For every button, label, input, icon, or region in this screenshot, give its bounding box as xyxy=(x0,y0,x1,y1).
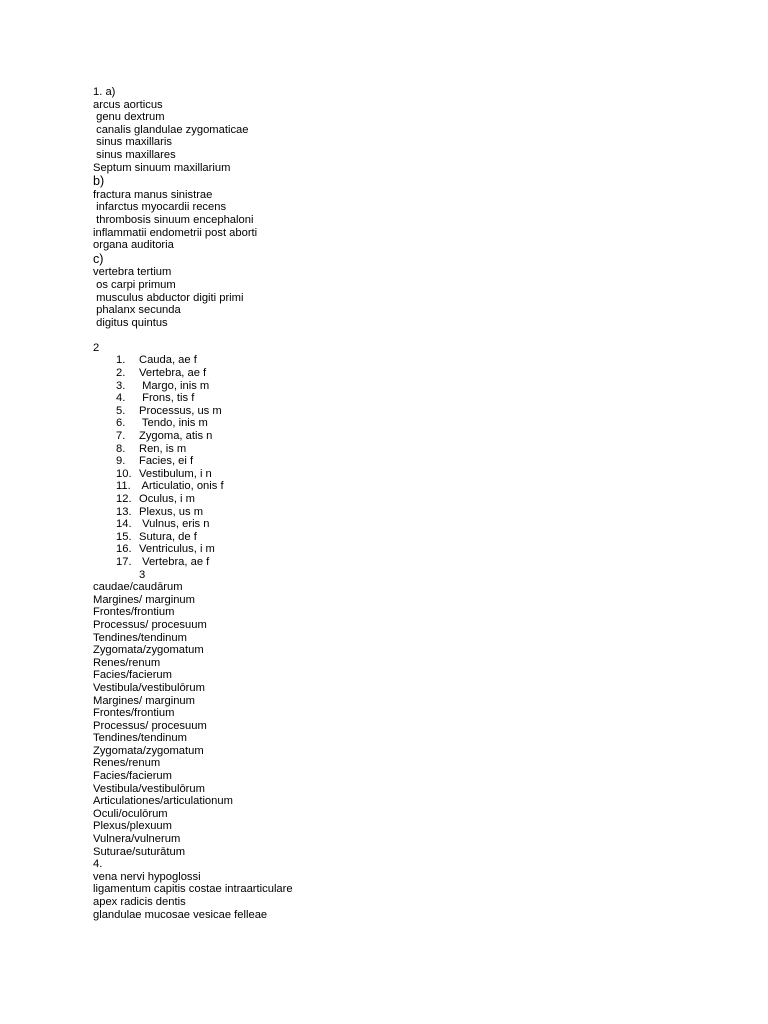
item-number: 3. xyxy=(116,379,126,392)
numbered-item xyxy=(93,430,733,443)
item-number: 1. xyxy=(116,354,126,367)
numbered-item xyxy=(93,380,733,393)
item-number: 17. xyxy=(116,555,132,568)
list-line: Renes/renum xyxy=(93,757,161,770)
numbered-item xyxy=(93,480,733,493)
section-2-numbered-list xyxy=(93,354,733,568)
list-line: Articulationes/articulationum xyxy=(93,795,233,808)
numbered-item xyxy=(93,543,733,556)
list-line: Frontes/frontium xyxy=(93,707,175,720)
section-3-list xyxy=(93,581,733,858)
item-number: 11. xyxy=(116,480,131,493)
item-text: Vertebra, ae f xyxy=(139,555,210,568)
list-line: Facies/facierum xyxy=(93,669,172,682)
numbered-item xyxy=(93,468,733,481)
list-line: Plexus/plexuum xyxy=(93,820,172,833)
item-number: 9. xyxy=(116,455,126,468)
list-line: fractura manus sinistrae xyxy=(93,188,213,201)
list-line: Zygomata/zygomatum xyxy=(93,744,204,757)
numbered-item xyxy=(93,443,733,456)
list-line: sinus maxillares xyxy=(93,148,176,161)
list-line: arcus aorticus xyxy=(93,98,163,111)
item-text: Zygoma, atis n xyxy=(139,430,213,443)
item-text: Processus, us m xyxy=(139,404,222,417)
list-line: musculus abductor digiti primi xyxy=(93,291,244,304)
item-number: 16. xyxy=(116,543,132,556)
section-1b-label: b) xyxy=(93,174,105,189)
list-line: digitus quintus xyxy=(93,316,168,329)
document-page xyxy=(93,86,733,921)
list-line: Vestibula/vestibulōrum xyxy=(93,681,205,694)
list-line: canalis glandulae zygomaticae xyxy=(93,123,249,136)
item-number: 7. xyxy=(116,430,126,443)
section-1c-list xyxy=(93,266,733,329)
numbered-item xyxy=(93,405,733,418)
item-number: 6. xyxy=(116,417,126,430)
section-1a-list xyxy=(93,99,733,175)
list-line: caudae/caudārum xyxy=(93,581,183,594)
list-line: Margines/ marginum xyxy=(93,694,195,707)
numbered-item xyxy=(93,354,733,367)
section-1c-label: c) xyxy=(93,251,104,266)
list-line: Tendines/tendinum xyxy=(93,631,187,644)
numbered-item xyxy=(93,367,733,380)
item-text: Margo, inis m xyxy=(139,379,210,392)
item-number: 12. xyxy=(116,493,132,505)
item-number: 5. xyxy=(116,404,126,417)
list-line: Renes/renum xyxy=(93,656,161,669)
item-number: 10. xyxy=(116,467,132,480)
section-2-heading: 2 xyxy=(93,341,100,354)
list-line: ligamentum capitis costae intraarticulare xyxy=(93,883,293,896)
list-line: Suturae/suturātum xyxy=(93,845,186,858)
section-4-list xyxy=(93,871,733,921)
list-line: Facies/facierum xyxy=(93,770,172,783)
item-text: Plexus, us m xyxy=(139,505,204,518)
list-line: Tendines/tendinum xyxy=(93,732,187,745)
item-text: Cauda, ae f xyxy=(139,354,197,367)
list-line: sinus maxillaris xyxy=(93,136,172,149)
item-number: 15. xyxy=(116,530,132,543)
item-text: Oculus, i m xyxy=(139,493,195,505)
item-number: 2. xyxy=(116,367,126,380)
section-3-heading: 3 xyxy=(139,568,146,581)
numbered-item xyxy=(93,455,733,468)
numbered-item xyxy=(93,531,733,544)
list-line: Frontes/frontium xyxy=(93,606,175,619)
list-line: glandulae mucosae vesicae felleae xyxy=(93,908,268,921)
list-line: vena nervi hypoglossi xyxy=(93,870,201,883)
list-line: thrombosis sinuum encephaloni xyxy=(93,213,254,226)
item-number: 14. xyxy=(116,518,132,531)
item-number: 13. xyxy=(116,505,132,518)
list-line: Vestibula/vestibulōrum xyxy=(93,782,205,795)
section-1b-list xyxy=(93,189,733,252)
item-text: Ren, is m xyxy=(139,442,187,455)
list-line: phalanx secunda xyxy=(93,304,181,317)
numbered-item xyxy=(93,518,733,531)
numbered-item xyxy=(93,556,733,569)
list-line: inflammatii endometrii post aborti xyxy=(93,226,258,239)
item-text: Facies, ei f xyxy=(139,455,194,468)
numbered-item xyxy=(93,506,733,519)
item-text: Ventriculus, i m xyxy=(139,543,215,556)
list-line: Margines/ marginum xyxy=(93,593,195,606)
list-line: Oculi/oculōrum xyxy=(93,807,168,820)
item-text: Articulatio, onis f xyxy=(139,480,224,493)
section-1-heading: 1. a) xyxy=(93,86,116,98)
section-4-heading: 4. xyxy=(93,858,103,871)
list-line: vertebra tertium xyxy=(93,266,172,279)
list-line: Processus/ procesuum xyxy=(93,618,207,631)
item-text: Frons, tis f xyxy=(139,392,195,405)
blank-line xyxy=(93,329,733,342)
list-line: os carpi primum xyxy=(93,278,176,291)
list-line: organa auditoria xyxy=(93,239,174,252)
item-text: Vulnus, eris n xyxy=(139,518,210,531)
list-line: Zygomata/zygomatum xyxy=(93,644,204,657)
item-text: Sutura, de f xyxy=(139,530,197,543)
list-line: infarctus myocardii recens xyxy=(93,201,227,214)
item-text: Tendo, inis m xyxy=(139,417,208,430)
list-line: apex radicis dentis xyxy=(93,896,186,908)
list-line: genu dextrum xyxy=(93,111,165,124)
list-line: Septum sinuum maxillarium xyxy=(93,161,231,174)
item-number: 4. xyxy=(116,392,126,405)
item-text: Vertebra, ae f xyxy=(139,367,207,380)
numbered-item xyxy=(93,417,733,430)
item-number: 8. xyxy=(116,442,126,455)
item-text: Vestibulum, i n xyxy=(139,467,212,480)
numbered-item xyxy=(93,493,733,506)
list-line: Vulnera/vulnerum xyxy=(93,833,181,846)
numbered-item xyxy=(93,392,733,405)
list-line: Processus/ procesuum xyxy=(93,719,207,732)
